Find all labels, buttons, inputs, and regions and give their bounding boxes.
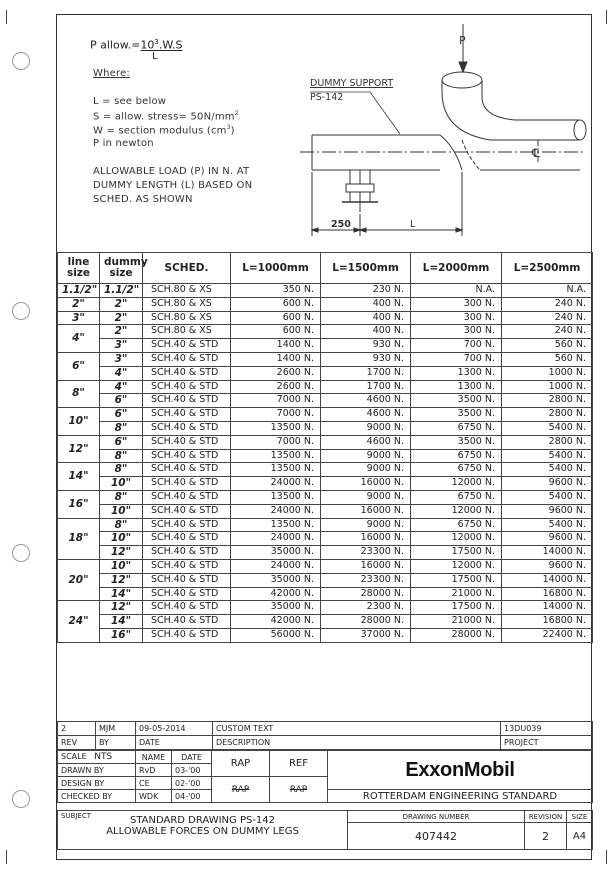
table-row [58, 352, 593, 366]
sched-cell: SCH.40 & STD [143, 394, 231, 408]
line-size-cell: 14" [58, 463, 100, 491]
load-1500-cell: 37000 N. [321, 628, 411, 642]
table-row [58, 601, 593, 615]
dummy-size-cell: 14" [100, 615, 143, 629]
load-1000-cell: 42000 N. [231, 615, 321, 629]
load-1500-cell: 2300 N. [321, 601, 411, 615]
load-2000-cell: 700 N. [411, 352, 502, 366]
dummy-size-cell: 2" [100, 311, 143, 325]
sched-cell: SCH.40 & STD [143, 408, 231, 422]
sched-cell: SCH.40 & STD [143, 449, 231, 463]
load-1000-cell: 7000 N. [231, 394, 321, 408]
crop-mark [6, 850, 7, 864]
dummy-size-cell: 8" [100, 449, 143, 463]
revision-label: REVISION [525, 811, 567, 823]
load-1000-cell: 13500 N. [231, 449, 321, 463]
dummy-size-cell: 6" [100, 408, 143, 422]
load-2000-cell: 300 N. [411, 297, 502, 311]
drawing-number: 407442 [348, 823, 525, 850]
load-1000-cell: 24000 N. [231, 477, 321, 491]
line-size-cell: 16" [58, 490, 100, 518]
rap-cell-struck: RAP [270, 777, 328, 803]
dummy-size-cell: 3" [100, 339, 143, 353]
dummy-size-cell: 8" [100, 490, 143, 504]
dummy-size-cell: 12" [100, 573, 143, 587]
line-size-cell: 4" [58, 325, 100, 353]
load-1000-cell: 35000 N. [231, 601, 321, 615]
sched-cell: SCH.40 & STD [143, 421, 231, 435]
load-1000-cell: 2600 N. [231, 366, 321, 380]
checked-by-date: 04-'00 [172, 790, 212, 803]
dummy-size-cell: 8" [100, 463, 143, 477]
subject-block [57, 810, 593, 850]
load-2000-cell: 700 N. [411, 339, 502, 353]
dummy-size-cell: 4" [100, 366, 143, 380]
load-1000-cell: 13500 N. [231, 490, 321, 504]
drawn-by-date: 03-'00 [172, 764, 212, 777]
load-2500-cell: 16800 N. [502, 615, 593, 629]
rap-cell: RAP [212, 751, 270, 777]
load-2000-cell: 3500 N. [411, 435, 502, 449]
load-2000-cell: 1300 N. [411, 380, 502, 394]
line-size-cell: 2" [58, 297, 100, 311]
load-2000-cell: 6750 N. [411, 421, 502, 435]
sched-cell: SCH.40 & STD [143, 573, 231, 587]
load-2500-cell: 5400 N. [502, 421, 593, 435]
line-size-cell: 3" [58, 311, 100, 325]
table-row [58, 435, 593, 449]
sched-cell: SCH.40 & STD [143, 352, 231, 366]
table-row [58, 559, 593, 573]
table-row [58, 394, 593, 408]
load-2000-cell: 21000 N. [411, 587, 502, 601]
where-label: Where: [93, 68, 130, 79]
name-col-label: NAME [136, 751, 172, 764]
dummy-leg-load-table [57, 252, 593, 643]
load-2500-cell: 2800 N. [502, 435, 593, 449]
load-1500-cell: 9000 N. [321, 421, 411, 435]
load-2500-cell: 5400 N. [502, 518, 593, 532]
binder-hole [12, 544, 30, 562]
load-2500-cell: 1000 N. [502, 366, 593, 380]
table-body [58, 284, 593, 643]
load-2500-cell: 14000 N. [502, 573, 593, 587]
date-col-label: DATE [172, 751, 212, 764]
formula-rhs: 10 [140, 38, 155, 52]
subject-line-1: STANDARD DRAWING PS-142 [129, 815, 276, 826]
load-1000-cell: 13500 N. [231, 463, 321, 477]
sched-cell: SCH.80 & XS [143, 284, 231, 298]
note-line-modulus: W = section modulus $(cm^3)$ [93, 124, 235, 137]
load-2500-cell: 22400 N. [502, 628, 593, 642]
dummy-size-cell: 3" [100, 352, 143, 366]
load-2000-cell: 12000 N. [411, 532, 502, 546]
load-2000-cell: 6750 N. [411, 463, 502, 477]
binder-hole [12, 52, 30, 70]
formula-tail: .W.S [158, 38, 183, 52]
load-2500-cell: N.A. [502, 284, 593, 298]
load-1500-cell: 400 N. [321, 311, 411, 325]
subject-label: SUBJECT [61, 812, 92, 820]
dummy-size-cell: 10" [100, 559, 143, 573]
sched-cell: SCH.80 & XS [143, 297, 231, 311]
load-2000-cell: 300 N. [411, 311, 502, 325]
line-size-cell: 20" [58, 559, 100, 600]
dummy-support-title: DUMMY SUPPORT [310, 78, 394, 89]
table-row [58, 490, 593, 504]
project-label: PROJECT [501, 736, 593, 750]
line-size-cell: 8" [58, 380, 100, 408]
allowable-line-2: DUMMY LENGTH (L) BASED ON [93, 180, 253, 191]
company-logo: ExxonMobil [328, 751, 593, 790]
sched-cell: SCH.40 & STD [143, 504, 231, 518]
load-2000-cell: 6750 N. [411, 490, 502, 504]
date-label: DATE [136, 736, 213, 750]
load-1000-cell: 600 N. [231, 297, 321, 311]
load-2000-cell: 6750 N. [411, 449, 502, 463]
table-row [58, 325, 593, 339]
crop-mark [606, 10, 607, 24]
design-by-date: 02-'00 [172, 777, 212, 790]
description-label: DESCRIPTION [213, 736, 501, 750]
load-2500-cell: 5400 N. [502, 490, 593, 504]
load-1000-cell: 56000 N. [231, 628, 321, 642]
formula-lhs: P allow.= [90, 38, 141, 52]
line-size-cell: 10" [58, 408, 100, 436]
rev-value: 2 [58, 722, 96, 736]
load-1000-cell: 7000 N. [231, 435, 321, 449]
load-1500-cell: 1700 N. [321, 366, 411, 380]
load-1500-cell: 930 N. [321, 352, 411, 366]
company-subtitle: ROTTERDAM ENGINEERING STANDARD [328, 790, 593, 803]
drawn-by-name: RvD [136, 764, 172, 777]
revision-value: 2 [525, 823, 567, 850]
load-2000-cell: N.A. [411, 284, 502, 298]
load-1000-cell: 600 N. [231, 325, 321, 339]
revision-block [57, 721, 593, 750]
design-by-name: CE [136, 777, 172, 790]
header-line-size: line size [58, 253, 100, 284]
load-1500-cell: 16000 N. [321, 559, 411, 573]
sched-cell: SCH.80 & XS [143, 311, 231, 325]
dummy-size-cell: 2" [100, 325, 143, 339]
dummy-size-cell: 8" [100, 518, 143, 532]
load-1000-cell: 13500 N. [231, 421, 321, 435]
load-2000-cell: 12000 N. [411, 477, 502, 491]
sched-cell: SCH.40 & STD [143, 615, 231, 629]
sched-cell: SCH.40 & STD [143, 532, 231, 546]
load-1500-cell: 4600 N. [321, 435, 411, 449]
checked-by-label: CHECKED BY [58, 790, 136, 803]
by-label: BY [96, 736, 136, 750]
load-2500-cell: 5400 N. [502, 463, 593, 477]
load-2500-cell: 9600 N. [502, 559, 593, 573]
load-1000-cell: 24000 N. [231, 559, 321, 573]
scale-label: SCALE NTS [58, 751, 136, 764]
header-sched: SCHED. [143, 253, 231, 284]
sched-cell: SCH.40 & STD [143, 463, 231, 477]
load-2500-cell: 2800 N. [502, 394, 593, 408]
table-row [58, 421, 593, 435]
dimension-L: L [410, 219, 416, 230]
header-dummy-size: dummy size [100, 253, 143, 284]
table-row [58, 587, 593, 601]
load-1000-cell: 7000 N. [231, 408, 321, 422]
table-row [58, 504, 593, 518]
load-2500-cell: 2800 N. [502, 408, 593, 422]
load-2500-cell: 9600 N. [502, 532, 593, 546]
load-2500-cell: 560 N. [502, 352, 593, 366]
load-2500-cell: 1000 N. [502, 380, 593, 394]
load-1500-cell: 23300 N. [321, 573, 411, 587]
load-2500-cell: 14000 N. [502, 601, 593, 615]
load-1000-cell: 350 N. [231, 284, 321, 298]
sched-cell: SCH.40 & STD [143, 435, 231, 449]
dummy-support-diagram [290, 22, 590, 244]
header-l1500: L=1500mm [321, 253, 411, 284]
table-row [58, 408, 593, 422]
dummy-size-cell: 14" [100, 587, 143, 601]
table-row [58, 284, 593, 298]
centerline-mark: ℄ [532, 146, 540, 160]
load-1500-cell: 16000 N. [321, 477, 411, 491]
line-size-cell: 18" [58, 518, 100, 559]
sched-cell: SCH.40 & STD [143, 587, 231, 601]
revision-row [58, 722, 593, 736]
load-2500-cell: 240 N. [502, 311, 593, 325]
sched-cell: SCH.40 & STD [143, 559, 231, 573]
load-1000-cell: 24000 N. [231, 504, 321, 518]
table-row [58, 339, 593, 353]
dummy-size-cell: 10" [100, 504, 143, 518]
load-1500-cell: 9000 N. [321, 449, 411, 463]
formula-exponent: 3 [154, 38, 159, 46]
load-2000-cell: 6750 N. [411, 518, 502, 532]
table-row [58, 380, 593, 394]
load-1500-cell: 400 N. [321, 325, 411, 339]
crop-mark [606, 850, 607, 864]
table-header-row [58, 253, 593, 284]
revision-labels-row [58, 736, 593, 750]
dummy-size-cell: 12" [100, 601, 143, 615]
load-1500-cell: 400 N. [321, 297, 411, 311]
load-2500-cell: 14000 N. [502, 546, 593, 560]
load-1000-cell: 24000 N. [231, 532, 321, 546]
line-size-cell: 12" [58, 435, 100, 463]
note-line-stress: S = allow. stress= $50N/mm^2$ [93, 110, 239, 123]
load-2500-cell: 240 N. [502, 325, 593, 339]
line-size-cell: 6" [58, 352, 100, 380]
subject-line-2: ALLOWABLE FORCES ON DUMMY LEGS [106, 826, 299, 837]
load-2000-cell: 300 N. [411, 325, 502, 339]
table-row [58, 628, 593, 642]
load-2000-cell: 3500 N. [411, 394, 502, 408]
dummy-size-cell: 8" [100, 421, 143, 435]
formula-denominator: L [152, 51, 158, 62]
dummy-size-cell: 4" [100, 380, 143, 394]
formula [90, 38, 183, 62]
note-line-L: L = see below [93, 96, 167, 107]
sched-cell: SCH.80 & XS [143, 325, 231, 339]
scale-value: NTS [94, 752, 113, 762]
dummy-size-cell: 10" [100, 532, 143, 546]
sched-cell: SCH.40 & STD [143, 490, 231, 504]
dummy-size-cell: 2" [100, 297, 143, 311]
load-2000-cell: 17500 N. [411, 546, 502, 560]
dummy-support-ref: PS-142 [310, 92, 344, 103]
load-2000-cell: 1300 N. [411, 366, 502, 380]
load-1500-cell: 4600 N. [321, 394, 411, 408]
load-2000-cell: 12000 N. [411, 559, 502, 573]
crop-mark [6, 10, 7, 24]
project-value: 13DU039 [501, 722, 593, 736]
sched-cell: SCH.40 & STD [143, 546, 231, 560]
load-2500-cell: 9600 N. [502, 504, 593, 518]
load-1000-cell: 2600 N. [231, 380, 321, 394]
line-size-cell: 1.1/2" [58, 284, 100, 298]
load-1000-cell: 42000 N. [231, 587, 321, 601]
dimension-250: 250 [331, 219, 351, 230]
load-1500-cell: 16000 N. [321, 504, 411, 518]
load-1500-cell: 16000 N. [321, 532, 411, 546]
table-row [58, 615, 593, 629]
load-1500-cell: 9000 N. [321, 490, 411, 504]
allowable-line-1: ALLOWABLE LOAD (P) IN N. AT [93, 166, 250, 177]
table-row [58, 546, 593, 560]
sched-cell: SCH.40 & STD [143, 477, 231, 491]
allowable-line-3: SCHED. AS SHOWN [93, 194, 193, 205]
load-1500-cell: 230 N. [321, 284, 411, 298]
header-l1000: L=1000mm [231, 253, 321, 284]
size-value: A4 [567, 823, 593, 850]
table-row [58, 532, 593, 546]
load-1000-cell: 35000 N. [231, 573, 321, 587]
rap-cell-struck: RAP [212, 777, 270, 803]
load-1500-cell: 9000 N. [321, 518, 411, 532]
load-1000-cell: 35000 N. [231, 546, 321, 560]
table-row [58, 518, 593, 532]
dummy-size-cell: 1.1/2" [100, 284, 143, 298]
drawing-number-label: DRAWING NUMBER [348, 811, 525, 823]
note-line-P: P in newton [93, 138, 154, 149]
drawn-by-label: DRAWN BY [58, 764, 136, 777]
sched-cell: SCH.40 & STD [143, 601, 231, 615]
load-1000-cell: 13500 N. [231, 518, 321, 532]
force-label: P [459, 34, 466, 47]
date-value: 09-05-2014 [136, 722, 213, 736]
sched-cell: SCH.40 & STD [143, 366, 231, 380]
table-row [58, 449, 593, 463]
table-row [58, 463, 593, 477]
load-1500-cell: 9000 N. [321, 463, 411, 477]
load-2000-cell: 17500 N. [411, 573, 502, 587]
header-l2500: L=2500mm [502, 253, 593, 284]
table-row [58, 477, 593, 491]
design-by-label: DESIGN BY [58, 777, 136, 790]
load-2000-cell: 12000 N. [411, 504, 502, 518]
load-1000-cell: 600 N. [231, 311, 321, 325]
load-2500-cell: 9600 N. [502, 477, 593, 491]
rev-label: REV [58, 736, 96, 750]
load-2000-cell: 17500 N. [411, 601, 502, 615]
line-size-cell: 24" [58, 601, 100, 642]
load-1500-cell: 23300 N. [321, 546, 411, 560]
dummy-size-cell: 12" [100, 546, 143, 560]
load-1500-cell: 28000 N. [321, 615, 411, 629]
load-1500-cell: 4600 N. [321, 408, 411, 422]
dummy-size-cell: 16" [100, 628, 143, 642]
load-2000-cell: 3500 N. [411, 408, 502, 422]
description-value: CUSTOM TEXT [213, 722, 501, 736]
load-1000-cell: 1400 N. [231, 339, 321, 353]
header-l2000: L=2000mm [411, 253, 502, 284]
load-2500-cell: 5400 N. [502, 449, 593, 463]
sched-cell: SCH.40 & STD [143, 518, 231, 532]
sched-cell: SCH.40 & STD [143, 339, 231, 353]
subject-cell [58, 811, 348, 850]
checked-by-name: WDK [136, 790, 172, 803]
sched-cell: SCH.40 & STD [143, 628, 231, 642]
load-1000-cell: 1400 N. [231, 352, 321, 366]
binder-hole [12, 302, 30, 320]
dummy-size-cell: 6" [100, 435, 143, 449]
load-1500-cell: 930 N. [321, 339, 411, 353]
load-1500-cell: 28000 N. [321, 587, 411, 601]
sched-cell: SCH.40 & STD [143, 380, 231, 394]
load-1500-cell: 1700 N. [321, 380, 411, 394]
binder-hole [12, 790, 30, 808]
table-row [58, 573, 593, 587]
load-2500-cell: 560 N. [502, 339, 593, 353]
load-2500-cell: 16800 N. [502, 587, 593, 601]
dummy-size-cell: 6" [100, 394, 143, 408]
table-row [58, 366, 593, 380]
size-label: SIZE [567, 811, 593, 823]
ref-cell: REF [270, 751, 328, 777]
load-2000-cell: 28000 N. [411, 628, 502, 642]
table-row [58, 311, 593, 325]
dummy-size-cell: 10" [100, 477, 143, 491]
table-row [58, 297, 593, 311]
load-2500-cell: 240 N. [502, 297, 593, 311]
load-2000-cell: 21000 N. [411, 615, 502, 629]
by-value: MJM [96, 722, 136, 736]
approval-block [57, 750, 593, 803]
